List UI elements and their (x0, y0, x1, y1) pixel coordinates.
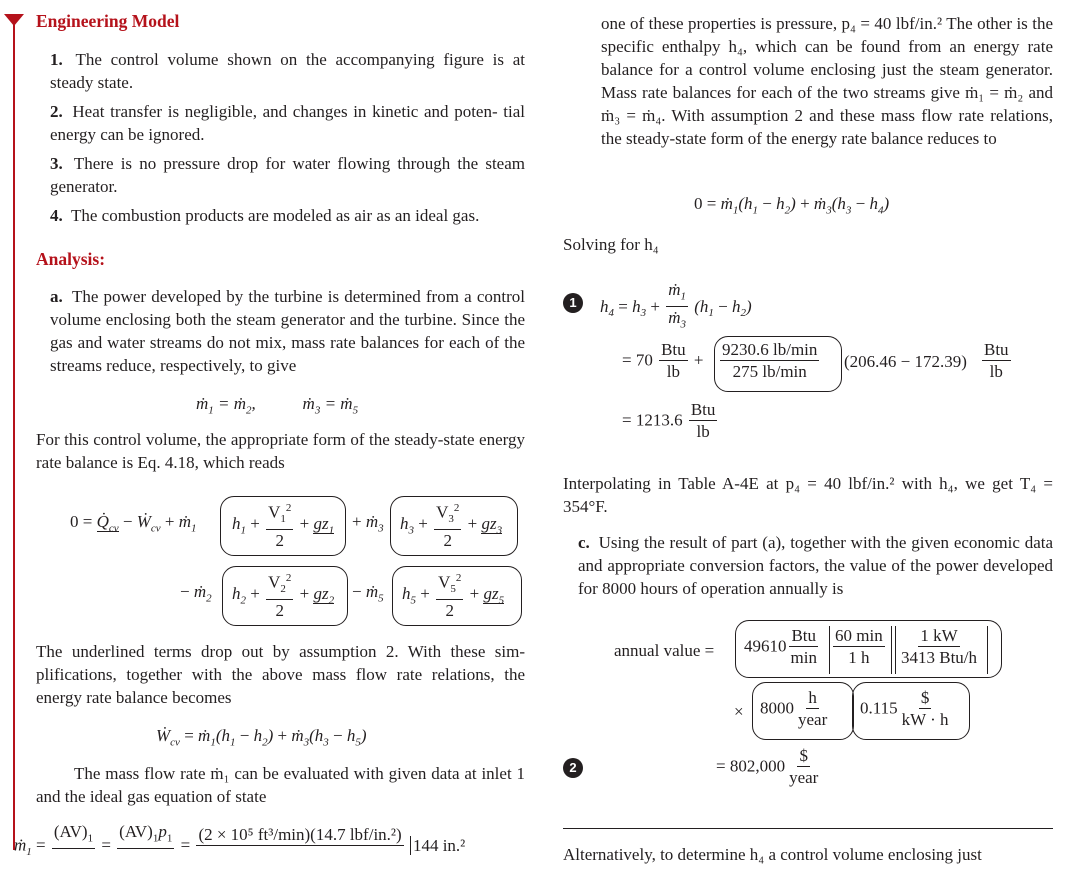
eq-term-5: $h_5$ + $\frac{V_5^2}{2}$ + $gz_5$ (402, 568, 504, 622)
mdot-ratio: $\frac{9230.6 lb/\min}{275 lb/\min}$ (722, 340, 818, 381)
eq-minus-m5: − ṁ$_5$ (352, 582, 384, 605)
intro-paragraph: one of these properties is pressure, p₄ = 40 lbf/in.² The other is the specific enthalpy h₄, which can be found from an energy rate balance for a control volume enclosing just the steam generator. Mass rate balances for each of the two streams give ṁ₁ = ṁ₂ and ṁ₃ = ṁ₄. With assumption 2 and these mass flow rate relations, the steady-state form of the energy rate balance reduces to (601, 14, 1053, 148)
eq-term-1: $h_1$ + $\frac{V_1^2}{2}$ + $gz_1$ (232, 498, 334, 552)
conv-divider-3 (895, 626, 896, 674)
section-divider (563, 828, 1053, 829)
annual-hours: 8000 $\frac{h}{\text{year}}$ (760, 688, 828, 729)
step-badge-2: 2 (563, 758, 583, 778)
annual-label: annual value = (614, 641, 715, 660)
model-item-1: 1. The control volume shown on the accompanying figure is at steady state. (50, 50, 525, 92)
eq-term-3: $h_3$ + $\frac{V_3^2}{2}$ + $gz_3$ (400, 498, 502, 552)
h4-result: = 1213.6 $\frac{\text{Btu}}{lb}$ (622, 400, 716, 441)
annual-price: 0.115 $\frac{\$}{kW \cdot h}$ (860, 688, 949, 729)
h4-diff: (206.46 − 172.39) (844, 352, 967, 371)
eq-minus-m2: − ṁ$_2$ (180, 582, 212, 605)
h4-diff-units: $\frac{\text{Btu}}{lb}$ (984, 340, 1009, 381)
eq-plus-m3: + ṁ$_3$ (352, 512, 384, 535)
annual-result: = 802,000 $\frac{\$}{\text{year}}$ (716, 746, 819, 787)
solving-label: Solving for h₄ (563, 235, 659, 254)
steam-generator-balance: $0 = ṁ_1(h_1 - h_2)$ + $ṁ_3(h_3 - h_4)$ (694, 194, 890, 217)
model-item-3: 3. There is no pressure drop for water flowing through the steam generator. (50, 154, 525, 196)
interpolation-paragraph: Interpolating in Table A-4E at p₄ = 40 lbf/in.² with h₄, we get T₄ = 354°F. (563, 474, 1053, 516)
mass-balance-eq: ṁ$_1$ = ṁ$_2$, ṁ$_3$ = ṁ$_5$ (196, 394, 359, 417)
h4-numeric: = 70 $\frac{\text{Btu}}{lb}$ + (622, 340, 704, 381)
cut-off-paragraph: Alternatively, to determine h₄ a control volume enclosing just (563, 845, 982, 864)
eq-term-2: $h_2$ + $\frac{V_2^2}{2}$ + $gz_2$ (232, 568, 334, 622)
model-item-2: 2. Heat transfer is negligible, and changes in kinetic and poten- tial energy can be ignored. (50, 102, 526, 144)
h4-equation: $h_4 = h_3$ + $\frac{ṁ_1}{ṁ_3}$ $(h_1 - h_2)$ (600, 280, 752, 331)
conv-kw: $\frac{1 kW}{\text{3413 Btu/h}}$ (901, 626, 978, 667)
conv-divider-4 (987, 626, 988, 674)
heading-analysis: Analysis: (36, 249, 106, 269)
underlined-terms-paragraph: The underlined terms drop out by assumption 2. With these sim- plifications, together with the above mass flow rate relations, the energy rate balance becomes (36, 642, 525, 707)
section-rule (13, 24, 15, 850)
cv-paragraph: For this control volume, the appropriate form of the steady-state energy rate balance is Eq. 4.18, which reads (36, 430, 525, 472)
gas-equation: ṁ$_1$ = $(AV)_1$ = $(AV)_1p_1$ = (2 × 10⁵ ft³/min)(14.7 lbf/in.²) 144 in.² (14, 822, 466, 858)
conv-divider-1 (829, 626, 830, 674)
work-equation: Ẇ$_{cv}$ = $ṁ_1(h_1 - h_2)$ + $ṁ_3(h_3 - h_5)$ (156, 726, 367, 749)
times-sign: × (734, 702, 744, 721)
step-badge-1: 1 (563, 293, 583, 313)
heading-engineering-model: Engineering Model (36, 11, 180, 31)
mass-flow-paragraph: The mass flow rate ṁ₁ can be evaluated with given data at inlet 1 and the ideal gas equation of state (36, 764, 525, 806)
part-a-paragraph: a. The power developed by the turbine is determined from a control volume enclosing both the steam generator and the turbine. Since the gas and water streams do not mix, mass rate balances for each of the streams reduce, respectively, to give (50, 287, 525, 375)
energy-balance-line-1: $0 = Q̇_{cv}$ − Ẇ$_{cv}$ + ṁ$_1$ (70, 512, 197, 535)
conv-hours: $\frac{60 \min}{1 h}$ (835, 626, 883, 667)
annual-power: 49610 $\frac{\text{Btu}}{\min}$ (744, 626, 817, 667)
model-item-4: 4. The combustion products are modeled as air as an ideal gas. (50, 206, 480, 225)
conv-divider-2 (891, 626, 892, 674)
part-c-paragraph: c. Using the result of part (a), together with the given economic data and appropriate conversion factors, the value of the power developed for 8000 hours of operation annually is (578, 533, 1054, 598)
